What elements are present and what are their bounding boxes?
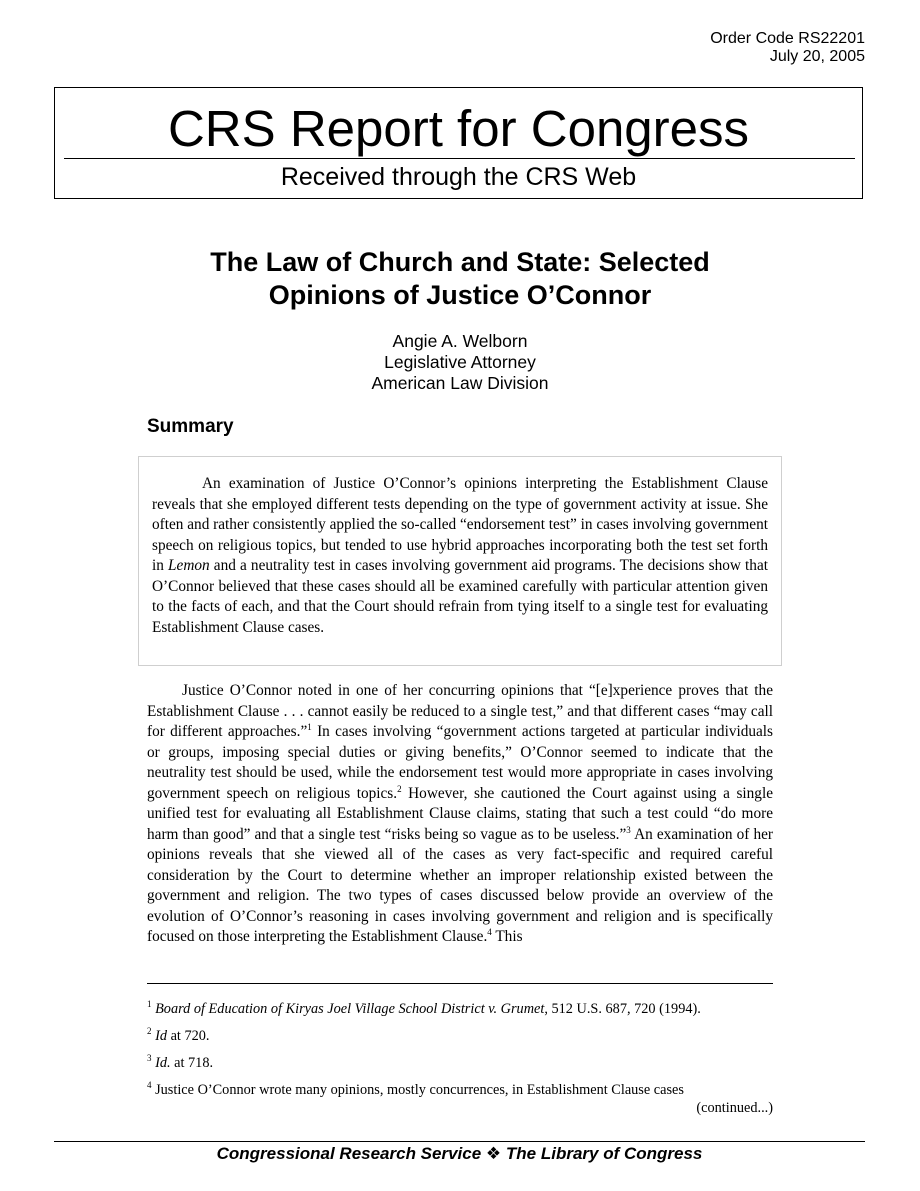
footnote-text: Justice O’Connor wrote many opinions, mostly concurrences, in Establishment Clause cases xyxy=(155,1082,684,1098)
body-paragraph xyxy=(147,681,773,948)
summary-paragraph xyxy=(152,474,768,638)
footnote-3 xyxy=(147,1054,773,1072)
footnote-number: 1 xyxy=(147,999,152,1009)
footnote-citation: , 512 U.S. 687, 720 (1994). xyxy=(544,1001,701,1017)
body-seg-3: However, she cautioned the Court against using a single unified test for evaluating all Establishment Clause claims, stating that such a test could “do more harm than good” and that a single test “risks being so vague as to be useless.” xyxy=(147,784,773,843)
author-title: Legislative Attorney xyxy=(384,352,536,372)
author-block xyxy=(200,331,720,394)
body-seg-4: An examination of her opinions reveals that she viewed all of the cases as very fact-specific and required careful consideration by the Court to determine whether an improper relationship existed between the government and religion. The two types of cases discussed below provide an overview of the evolution of O’Connor’s reasoning in cases involving government and religion and is specifically focused on those interpreting the Establishment Clause. xyxy=(147,825,773,945)
order-code: Order Code RS22201 xyxy=(710,30,865,47)
footnote-continued: (continued...) xyxy=(696,1100,773,1116)
footer-crs: Congressional Research Service xyxy=(216,1144,482,1163)
footnote-1 xyxy=(147,1000,773,1018)
summary-text-a: An examination of Justice O’Connor’s opinions interpreting the Establishment Clause reveals that she employed different tests depending on the type of government activity at issue. She often and rather consistently applied the so-called “endorsement test” in cases involving government speech on religious topics, but tended to use hybrid approaches incorporating both the test set forth in xyxy=(152,475,768,574)
footnote-citation: at 718. xyxy=(170,1055,214,1071)
footnote-case-name: Id xyxy=(155,1028,167,1044)
footnote-divider xyxy=(147,983,773,984)
page-footer xyxy=(54,1144,865,1164)
summary-heading: Summary xyxy=(147,416,234,437)
footnote-case-name: Board of Education of Kiryas Joel Village School District v. Grumet xyxy=(155,1001,545,1017)
footnote-number: 3 xyxy=(147,1053,152,1063)
footnote-number: 4 xyxy=(147,1080,152,1090)
footnote-ref-1[interactable]: 1 xyxy=(307,722,312,732)
summary-text-b: and a neutrality test in cases involving government aid programs. The decisions show that O’Connor believed that these cases should all be examined carefully with particular attention given to the facts of each, and that the Court should refrain from tying itself to a single test for evaluating Establishment Clause cases. xyxy=(152,557,768,636)
diamond-icon: ❖ xyxy=(485,1144,502,1163)
summary-lemon: Lemon xyxy=(168,557,210,574)
summary-box xyxy=(138,456,782,666)
report-date: July 20, 2005 xyxy=(769,48,865,65)
footnote-case-name: Id. xyxy=(155,1055,171,1071)
footnote-ref-4[interactable]: 4 xyxy=(487,927,492,937)
footnote-ref-3[interactable]: 3 xyxy=(626,824,631,835)
body-seg-2: In cases involving “government actions targeted at particular individuals or groups, imposing special duties or giving benefits,” O’Connor seemed to indicate that the neutrality test should be used, while the endorsement test would more appropriate in cases involving government speech on religious topics. xyxy=(147,723,774,802)
footer-library: The Library of Congress xyxy=(505,1144,703,1163)
order-info xyxy=(710,30,865,66)
author-division: American Law Division xyxy=(371,373,549,393)
title-line-1: The Law of Church and State: Selected xyxy=(210,247,710,277)
footnote-4 xyxy=(147,1081,773,1099)
footer-divider xyxy=(54,1141,865,1142)
body-seg-1: Justice O’Connor noted in one of her concurring opinions that “[e]xperience proves that the Establishment Clause . . . cannot easily be reduced to a single test,” and that different cases “may call for different approaches.” xyxy=(147,682,773,740)
author-name: Angie A. Welborn xyxy=(392,331,528,351)
footnote-2 xyxy=(147,1027,773,1045)
banner-divider xyxy=(64,158,855,159)
footnote-number: 2 xyxy=(147,1026,152,1036)
title-line-2: Opinions of Justice O’Connor xyxy=(268,280,652,310)
banner-title: CRS Report for Congress xyxy=(167,100,750,157)
document-title xyxy=(100,246,820,312)
footnote-citation: at 720. xyxy=(167,1028,210,1044)
footnotes xyxy=(147,1000,773,1126)
body-seg-5: This xyxy=(491,928,523,945)
footnote-ref-2[interactable]: 2 xyxy=(397,783,402,794)
banner-subtitle: Received through the CRS Web xyxy=(280,163,637,191)
